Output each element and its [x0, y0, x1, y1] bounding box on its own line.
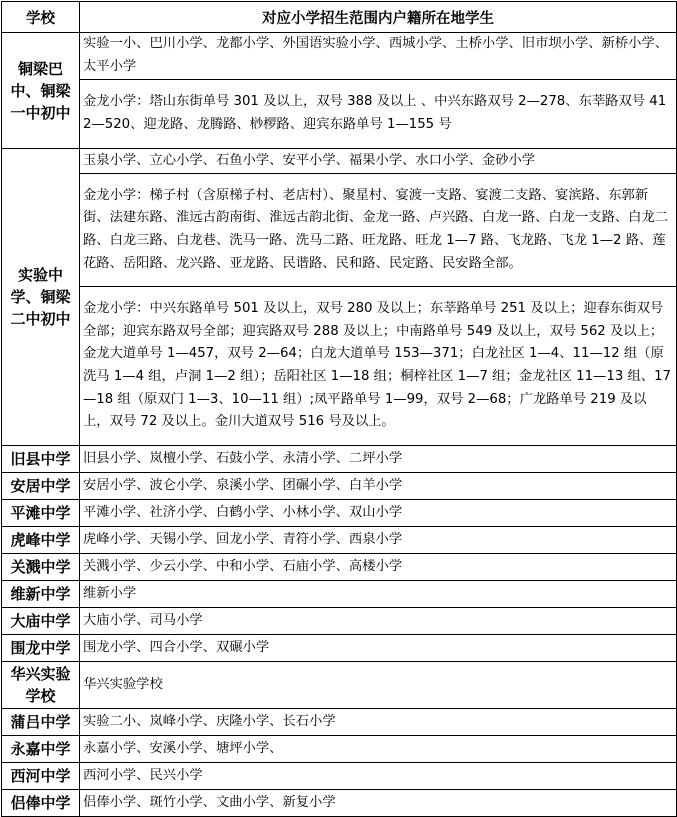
enrollment-table	[1, 1, 677, 817]
table-row	[2, 608, 677, 635]
school-name: 大庙中学	[2, 608, 80, 635]
table-row	[2, 473, 677, 500]
table-row	[2, 80, 677, 149]
school-name: 平滩中学	[2, 500, 80, 527]
area-cell: 平滩小学、社济小学、白鹤小学、小林小学、双山小学	[80, 500, 677, 527]
school-name: 华兴实验学校	[2, 662, 80, 709]
school-name: 维新中学	[2, 581, 80, 608]
area-cell: 关溅小学、少云小学、中和小学、石庙小学、高楼小学	[80, 554, 677, 581]
table-row	[2, 554, 677, 581]
school-name: 实验中学、铜梁二中初中	[2, 149, 80, 446]
table-row	[2, 790, 677, 817]
area-cell: 实验一小、巴川小学、龙都小学、外国语实验小学、西城小学、土桥小学、旧市坝小学、新桥小学、太平小学	[80, 33, 677, 80]
school-name: 蒲吕中学	[2, 709, 80, 736]
table-row	[2, 149, 677, 174]
area-cell: 玉泉小学、立心小学、石鱼小学、安平小学、福果小学、水口小学、金砂小学	[80, 149, 677, 174]
table-row	[2, 763, 677, 790]
area-cell: 围龙小学、四合小学、双碾小学	[80, 635, 677, 662]
school-name: 安居中学	[2, 473, 80, 500]
area-cell: 西河小学、民兴小学	[80, 763, 677, 790]
area-cell: 维新小学	[80, 581, 677, 608]
area-column-header: 对应小学招生范围内户籍所在地学生	[80, 2, 677, 33]
table-row	[2, 736, 677, 763]
table-row	[2, 709, 677, 736]
header-row	[2, 2, 677, 33]
area-cell: 虎峰小学、天锡小学、回龙小学、青符小学、西泉小学	[80, 527, 677, 554]
school-name: 围龙中学	[2, 635, 80, 662]
area-cell: 华兴实验学校	[80, 662, 677, 709]
school-name: 关溅中学	[2, 554, 80, 581]
area-cell: 金龙小学：塔山东街单号 301 及以上，双号 388 及以上 、中兴东路双号 2—278、东莘路双号 412—520、迎龙路、龙腾路、桫椤路、迎宾东路单号 1—155 号	[80, 80, 677, 149]
school-name: 虎峰中学	[2, 527, 80, 554]
table-row	[2, 500, 677, 527]
area-cell: 侣俸小学、斑竹小学、文曲小学、新复小学	[80, 790, 677, 817]
school-name: 侣俸中学	[2, 790, 80, 817]
table-row	[2, 33, 677, 80]
area-cell: 旧县小学、岚檀小学、石鼓小学、永清小学、二坪小学	[80, 446, 677, 473]
school-column-header: 学校	[2, 2, 80, 33]
table-row	[2, 527, 677, 554]
area-cell: 金龙小学：梯子村（含原梯子村、老店村）、聚星村、宴渡一支路、宴渡二支路、宴滨路、东郭新街、法建东路、淮远古韵南街、淮远古韵北街、金龙一路、卢兴路、白龙一路、白龙一支路、白龙二路、白龙三路、白龙巷、洗马一路、洗马二路、旺龙路、旺龙 1—7 路、飞龙路、飞龙 1—2 路、莲花路、岳阳路、龙兴路、亚龙路、民谐路、民和路、民定路、民安路全部。	[80, 174, 677, 287]
table-row	[2, 287, 677, 446]
school-name: 铜梁巴中、铜梁一中初中	[2, 33, 80, 149]
table-row	[2, 174, 677, 287]
school-name: 旧县中学	[2, 446, 80, 473]
table-row	[2, 635, 677, 662]
school-name: 西河中学	[2, 763, 80, 790]
school-name: 永嘉中学	[2, 736, 80, 763]
table-row	[2, 581, 677, 608]
table-row	[2, 662, 677, 709]
table-row	[2, 446, 677, 473]
area-cell: 安居小学、波仑小学、泉溪小学、团碾小学、白羊小学	[80, 473, 677, 500]
area-cell: 大庙小学、司马小学	[80, 608, 677, 635]
area-cell: 金龙小学：中兴东路单号 501 及以上，双号 280 及以上；东莘路单号 251 及以上；迎春东街双号全部；迎宾东路双号全部；迎宾路双号 288 及以上；中南路单号 549 及以上，双号 562 及以上；金龙大道单号 1—457，双号 2—64；白龙大道单号 153—371；白龙社区 1—4、11—12 组（原洗马 1—4 组，卢洞 1—2 组）；岳阳社区 1—18 组；桐梓社区 1—7 组；金龙社区 11—13 组、17—18 组（原双门 1—3、10—11 组）;凤平路单号 1—99，双号 2—68；广龙路单号 219 及以上，双号 72 及以上。金川大道双号 516 号及以上。	[80, 287, 677, 446]
area-cell: 实验二小、岚峰小学、庆隆小学、长石小学	[80, 709, 677, 736]
area-cell: 永嘉小学、安溪小学、塘坪小学、	[80, 736, 677, 763]
